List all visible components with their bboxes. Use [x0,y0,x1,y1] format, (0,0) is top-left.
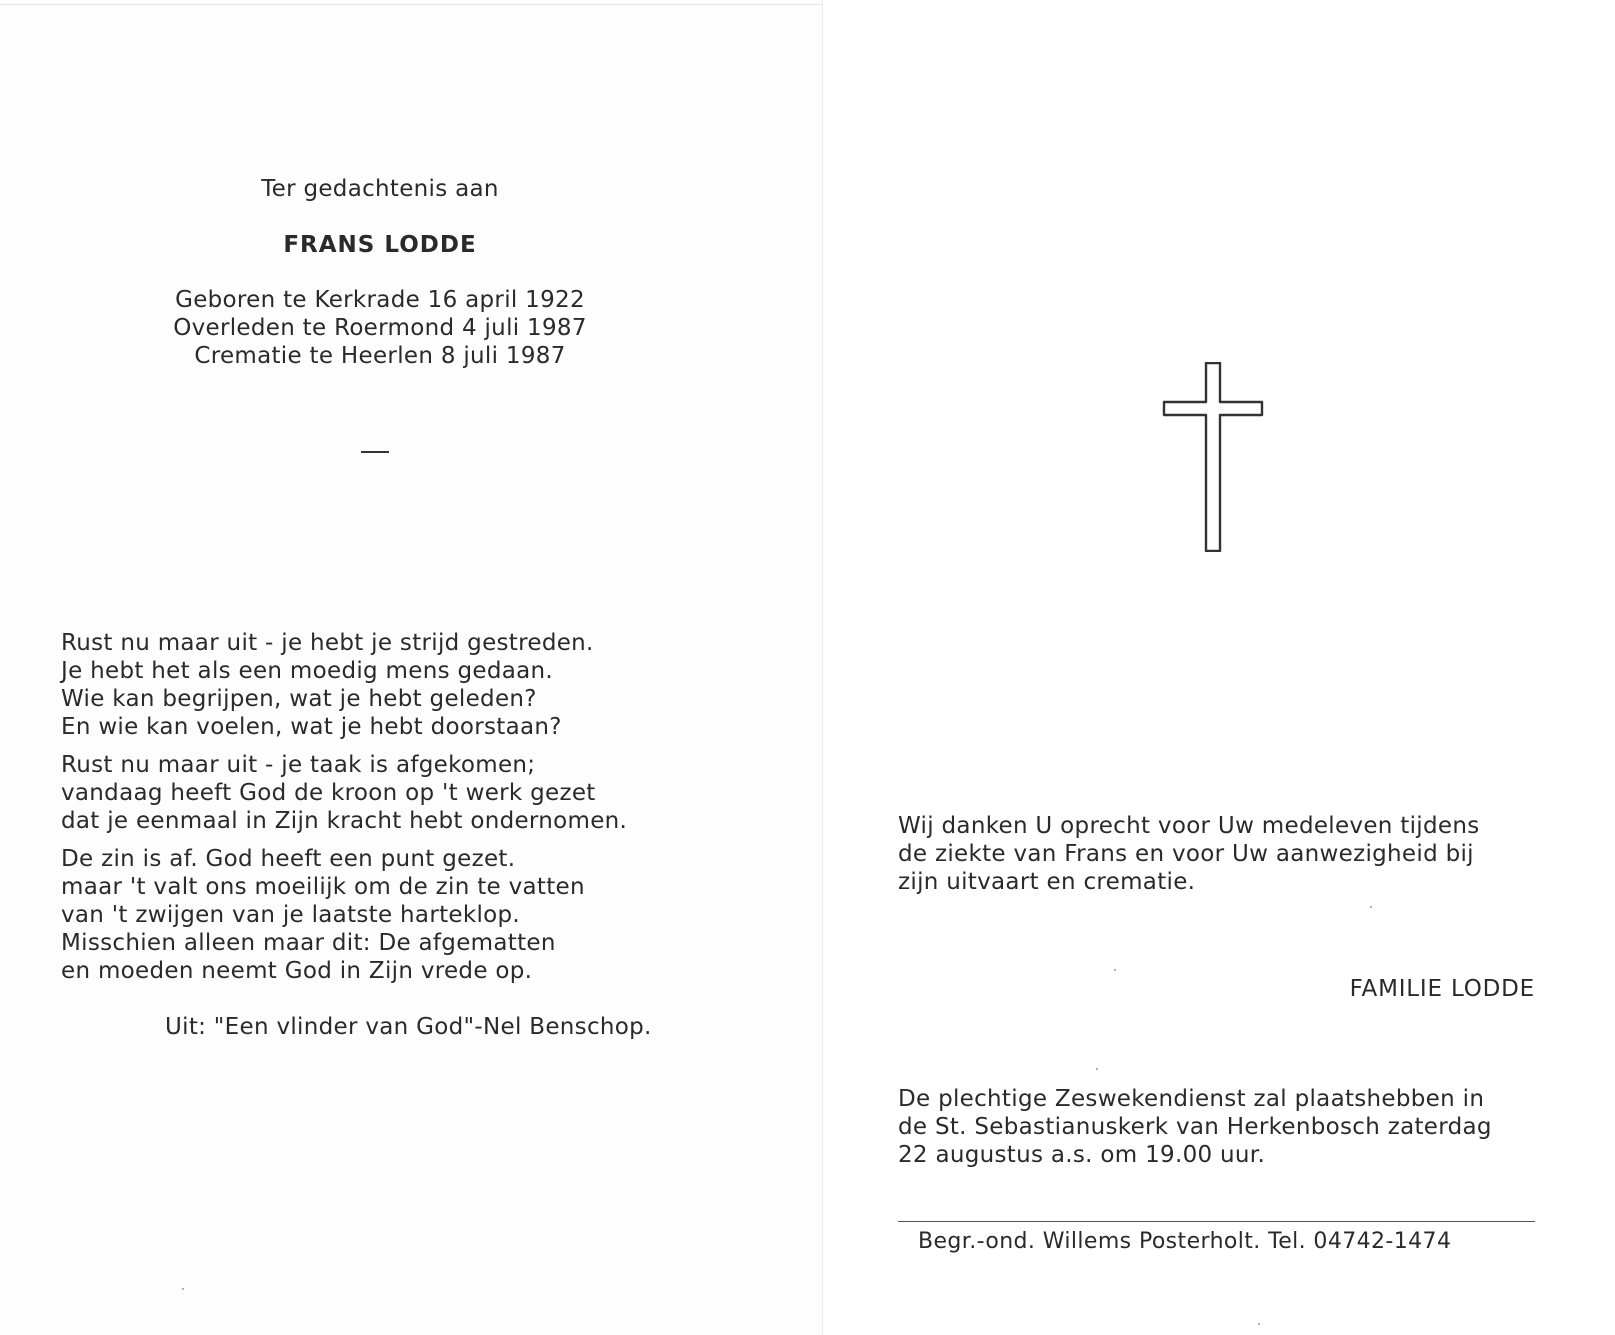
poem-stanza-2 [61,751,627,835]
poem-line: En wie kan voelen, wat je hebt doorstaan? [61,714,562,740]
service-announcement [898,1085,1492,1169]
paper-speck [1258,1323,1260,1325]
thanks-message [898,812,1480,896]
memory-intro: Ter gedachtenis aan [261,176,499,202]
thanks-line: de ziekte van Frans en voor Uw aanwezigheid bij [898,841,1474,867]
service-line: 22 augustus a.s. om 19.00 uur. [898,1142,1266,1168]
family-signature: FAMILIE LODDE [1349,976,1535,1002]
poem [61,629,627,995]
life-dates [130,286,630,370]
footer-rule [898,1221,1535,1222]
service-line: De plechtige Zeswekendienst zal plaatshebben in [898,1086,1485,1112]
paper-speck [1370,906,1372,908]
poem-stanza-1 [61,629,627,741]
page-edge [0,4,822,5]
deceased-name: FRANS LODDE [283,232,477,258]
death-line: Overleden te Roermond 4 juli 1987 [173,315,587,341]
thanks-line: Wij danken U oprecht voor Uw medeleven tijdens [898,813,1480,839]
poem-line: Rust nu maar uit - je taak is afgekomen; [61,752,536,778]
poem-source: Uit: "Een vlinder van God"-Nel Benschop. [165,1014,652,1040]
poem-line: Rust nu maar uit - je hebt je strijd gestreden. [61,630,594,656]
paper-speck [1114,969,1116,971]
birth-line: Geboren te Kerkrade 16 april 1922 [175,287,585,313]
poem-line: Misschien alleen maar dit: De afgematten [61,930,556,956]
cross-icon [1160,362,1266,552]
separator-dash [361,451,389,453]
poem-line: vandaag heeft God de kroon op 't werk gezet [61,780,596,806]
poem-line: Je hebt het als een moedig mens gedaan. [61,658,554,684]
poem-line: dat je eenmaal in Zijn kracht hebt ondernomen. [61,808,628,834]
thanks-line: zijn uitvaart en crematie. [898,869,1196,895]
poem-line: maar 't valt ons moeilijk om de zin te vatten [61,874,585,900]
cremation-line: Crematie te Heerlen 8 juli 1987 [194,343,566,369]
service-line: de St. Sebastianuskerk van Herkenbosch zaterdag [898,1114,1492,1140]
poem-line: van 't zwijgen van je laatste harteklop. [61,902,521,928]
paper-speck [182,1288,184,1290]
poem-stanza-3 [61,845,627,985]
poem-line: en moeden neemt God in Zijn vrede op. [61,958,533,984]
paper-speck [1096,1068,1098,1070]
poem-line: De zin is af. God heeft een punt gezet. [61,846,516,872]
poem-line: Wie kan begrijpen, wat je hebt geleden? [61,686,537,712]
undertaker-info: Begr.-ond. Willems Posterholt. Tel. 04742-1474 [918,1229,1452,1254]
